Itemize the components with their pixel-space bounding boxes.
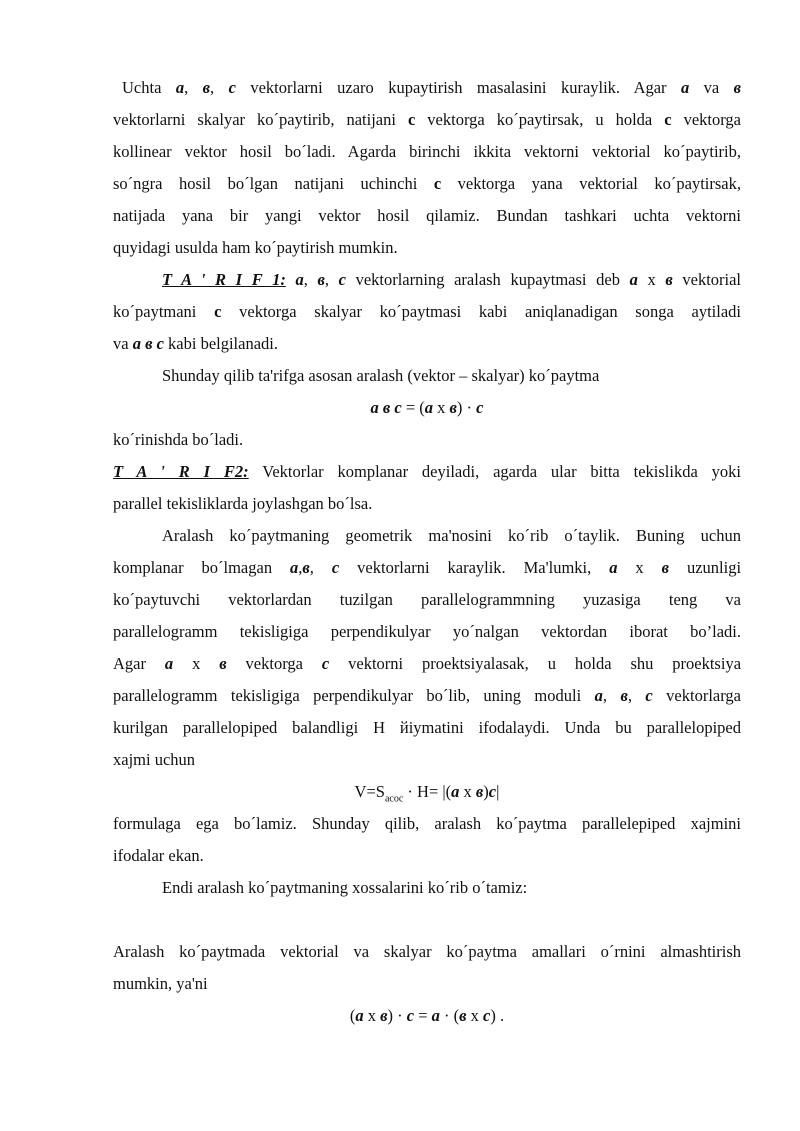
paragraph-4-line: ko´paytuvchi vektorlardan tuzilgan parallelogrammning yuzasiga teng va	[113, 590, 741, 609]
definition-1-line: va a в c kabi belgilanadi.	[113, 334, 278, 353]
vector-symbol: в	[733, 78, 742, 97]
paragraph-4-line: Aralash ko´paytmaning geometrik ma'nosini ko´rib o´taylik. Buning uchun	[162, 526, 741, 545]
paragraph-4-line: kurilgan parallelopiped balandligi H йiymatini ifodalaydi. Unda bu parallelopiped	[113, 718, 741, 737]
paragraph-7-line: Aralash ko´paytmada vektorial va skalyar ko´paytma amallari o´rnini almashtirish	[113, 942, 741, 961]
vector-symbol: a	[424, 398, 434, 417]
vector-symbol: c	[488, 782, 497, 801]
vector-symbol: a	[451, 782, 460, 801]
vector-symbol: в	[620, 686, 628, 705]
vector-symbol: в	[665, 270, 673, 289]
vector-symbol: a	[594, 686, 603, 705]
paragraph-1-line: vektorlarni skalyar ko´paytirib, natijani c vektorga ko´paytirsak, u holda c vektorga	[113, 110, 741, 129]
vector-symbol: c	[321, 654, 330, 673]
paragraph-5-line: formulaga ega bo´lamiz. Shunday qilib, aralash ko´paytma parallelepiped xajmini	[113, 814, 741, 833]
paragraph-1-line: so´ngra hosil bo´lgan natijani uchinchi c vektorga yana vektorial ko´paytirsak,	[113, 174, 741, 193]
paragraph-1-line: Uchta a, в, c vektorlarni uzaro kupaytirish masalasini kuraylik. Agar a va в	[122, 78, 742, 97]
vector-symbol: c	[214, 302, 222, 321]
paragraph-3: ko´rinishda bo´ladi.	[113, 430, 244, 449]
paragraph-1-line: natijada yana bir yangi vektor hosil qilamiz. Bundan tashkari uchta vektorni	[113, 206, 741, 225]
vector-symbol: в	[302, 558, 310, 577]
vector-symbol: a	[609, 558, 618, 577]
formula-mixed-product: a в c = (a x в) · c	[370, 398, 484, 417]
paragraph-2: Shunday qilib ta'rifga asosan aralash (vektor – skalyar) ko´paytma	[162, 366, 600, 385]
vector-symbol: в	[661, 558, 669, 577]
definition-heading: T A ' R I F2:	[113, 462, 249, 481]
vector-symbol: c	[476, 398, 484, 417]
formula-volume: $V=S_{acoc} \cdot H= |(a$ x в)c|	[354, 782, 500, 805]
paragraph-1-line: quyidagi usulda ham ko´paytirish mumkin.	[113, 238, 398, 257]
paragraph-4-line: xajmi uchun	[113, 750, 196, 769]
vector-symbol: c	[407, 110, 416, 129]
definition-2-line: parallel tekisliklarda joylashgan bo´lsa.	[113, 494, 373, 513]
definition-2-line: T A ' R I F2: Vektorlar komplanar deyiladi, agarda ular bitta tekislikda yoki	[113, 462, 741, 481]
vector-symbol: a	[355, 1006, 364, 1025]
paragraph-4-line: parallelogramm tekisligiga perpendikulyar yo´nalgan vektordan iborat bo’ladi.	[113, 622, 741, 641]
vector-symbol: c	[645, 686, 653, 705]
vector-symbol: c	[331, 558, 340, 577]
vector-symbol: в	[380, 1006, 388, 1025]
vector-symbol: в	[475, 782, 484, 801]
paragraph-4-line: komplanar bo´lmagan a,в, c vektorlarni karaylik. Ma'lumki, a x в uzunligi	[113, 558, 742, 577]
paragraph-6: Endi aralash ko´paytmaning xossalarini ko´rib o´tamiz:	[162, 878, 528, 897]
formula-swap-property: (a x в) · c = a · (в x c) .	[349, 1006, 505, 1025]
paragraph-1-line: kollinear vektor hosil bo´ladi. Agarda birinchi ikkita vektorni vektorial ko´paytirib,	[113, 142, 741, 161]
vector-symbol: в	[202, 78, 211, 97]
vector-symbol: a	[290, 558, 299, 577]
vector-symbol: a	[680, 78, 690, 97]
paragraph-5-line: ifodalar ekan.	[113, 846, 204, 865]
definition-1-line: ko´paytmani c vektorga skalyar ko´paytmasi kabi aniqlanadigan songa aytiladi	[113, 302, 741, 321]
vector-symbol: a	[164, 654, 174, 673]
vector-symbol: в	[459, 1006, 467, 1025]
paragraph-4-line: Agar a x в vektorga c vektorni proektsiyalasak, u holda shu proektsiya	[113, 654, 742, 673]
vector-symbol: в	[219, 654, 227, 673]
vector-symbol: a	[175, 78, 185, 97]
paragraph-7-line: mumkin, ya'ni	[113, 974, 208, 993]
vector-symbol: c	[433, 174, 442, 193]
vector-symbol: c	[483, 1006, 491, 1025]
vector-symbol: a	[295, 270, 304, 289]
vector-symbol: a	[431, 1006, 440, 1025]
vector-symbol: в	[317, 270, 325, 289]
vector-symbol: a в c	[132, 334, 164, 353]
vector-symbol: в	[449, 398, 457, 417]
definition-1-line: T A ' R I F 1: a, в, c vektorlarning aralash kupaytmasi deb a x в vektorial	[162, 270, 742, 289]
subscript: acoc	[384, 793, 404, 805]
paragraph-4-line: parallelogramm tekisligiga perpendikulyar bo´lib, uning moduli a, в, c vektorlarga	[113, 686, 742, 705]
vector-symbol: c	[338, 270, 346, 289]
vector-symbol: c	[228, 78, 236, 97]
vector-symbol: c	[406, 1006, 415, 1025]
vector-symbol: a в c	[370, 398, 402, 417]
vector-symbol: c	[664, 110, 672, 129]
definition-heading: T A ' R I F 1:	[162, 270, 286, 289]
vector-symbol: a	[629, 270, 638, 289]
